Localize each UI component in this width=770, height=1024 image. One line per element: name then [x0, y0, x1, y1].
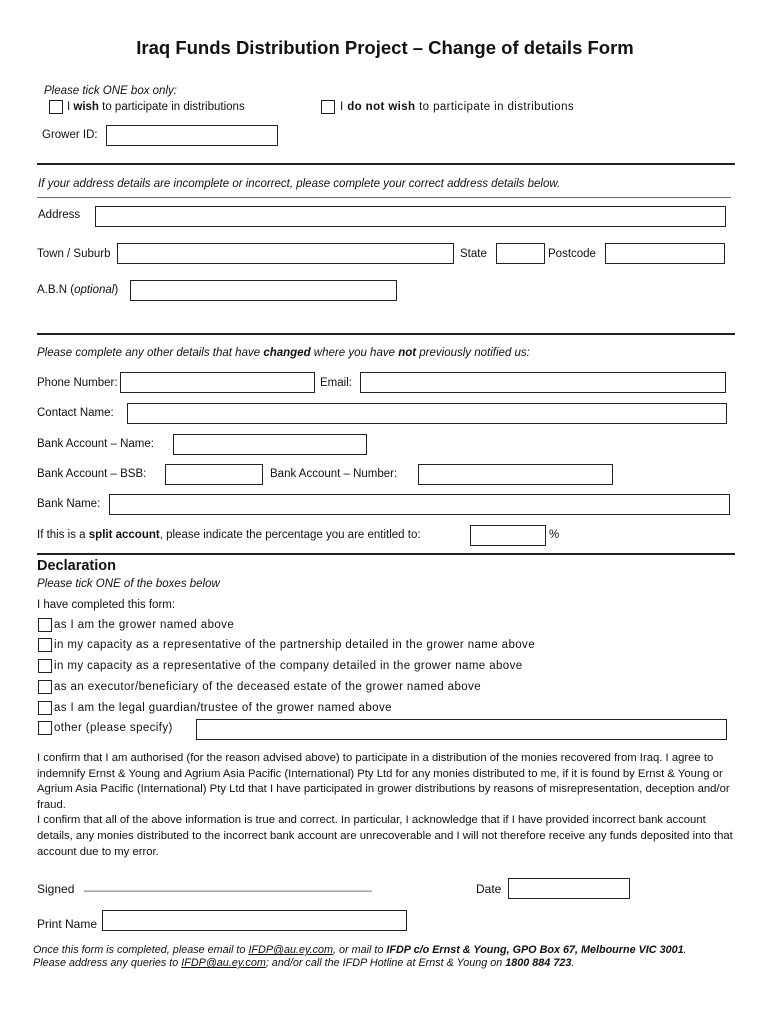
wish-checkbox[interactable]	[49, 100, 63, 114]
section-divider	[37, 163, 735, 165]
print-name-label: Print Name	[37, 917, 98, 931]
bank-name-label: Bank Name:	[37, 498, 101, 510]
split-percentage-field[interactable]	[470, 525, 546, 546]
address-instruction: If your address details are incomplete or incorrect, please complete your correct address details below.	[38, 178, 561, 190]
hotline-number: 1800 884 723	[505, 957, 572, 969]
phone-label: Phone Number:	[37, 377, 118, 389]
do-not-wish-checkbox[interactable]	[321, 100, 335, 114]
other-specify-field[interactable]	[196, 719, 727, 740]
account-number-field[interactable]	[418, 464, 613, 485]
details-instruction: Please complete any other details that have changed where you have not previously notified us:	[37, 347, 530, 359]
section-divider	[37, 553, 735, 555]
declaration-option-checkbox[interactable]	[38, 659, 52, 673]
contact-name-label: Contact Name:	[37, 407, 114, 419]
declaration-option-label: in my capacity as a representative of the company detailed in the grower name above	[54, 660, 523, 672]
declaration-option-label: in my capacity as a representative of the partnership detailed in the grower name above	[54, 639, 535, 651]
bsb-label: Bank Account – BSB:	[37, 468, 147, 480]
town-suburb-label: Town / Suburb	[37, 248, 111, 260]
section-divider	[37, 333, 735, 335]
declaration-option-label: as I am the grower named above	[54, 619, 235, 631]
wish-label: I wish to participate in distributions	[67, 101, 245, 113]
tick-one-instruction: Please tick ONE box only:	[44, 85, 177, 97]
declaration-option-checkbox[interactable]	[38, 680, 52, 694]
signed-label: Signed	[37, 882, 75, 896]
split-account-label: If this is a split account, please indicate the percentage you are entitled to:	[37, 529, 421, 541]
date-label: Date	[476, 882, 502, 896]
footer-queries: Please address any queries to IFDP@au.ey.com; and/or call the IFDP Hotline at Ernst & Young on 1800 884 723.	[33, 957, 575, 969]
footer-mail-instructions: Once this form is completed, please email to IFDP@au.ey.com, or mail to IFDP c/o Ernst & Young, GPO Box 67, Melbourne VIC 3001.	[33, 944, 687, 956]
print-name-field[interactable]	[102, 910, 407, 931]
declaration-text	[37, 751, 737, 860]
email-label: Email:	[320, 377, 352, 389]
bsb-field[interactable]	[165, 464, 263, 485]
declaration-heading: Declaration	[37, 558, 116, 574]
bank-account-name-label: Bank Account – Name:	[37, 438, 154, 450]
date-field[interactable]	[508, 878, 630, 899]
declaration-option-label: as an executor/beneficiary of the deceased estate of the grower named above	[54, 681, 482, 693]
footer-email-link[interactable]: IFDP@au.ey.com	[181, 957, 266, 969]
declaration-option-checkbox[interactable]	[38, 618, 52, 632]
do-not-wish-label: I do not wish to participate in distributions	[340, 101, 575, 113]
authorisation-paragraph: I confirm that I am authorised (for the reason advised above) to participate in a distribution of the monies recovered from Iraq. I agree to indemnify Ernst & Young and Agrium Asia Pacific (International) Pty Ltd for any monies distributed to me, if it is found by Ernst & Young or Agrium Asia Pacific (International) Pty Ltd that I have participated in grower distributions by reasons of misrepresentation, deception and/or fraud.	[37, 752, 730, 811]
declaration-option-checkbox[interactable]	[38, 721, 52, 735]
declaration-intro: I have completed this form:	[37, 599, 176, 611]
confirmation-paragraph: I confirm that all of the above information is true and correct. In particular, I acknowledge that if I have provided incorrect bank account details, any monies distributed to the incorrect bank account are unrecoverable and I will not therefore receive any funds deposited into that account due to my error.	[37, 814, 733, 858]
declaration-option-label: other (please specify)	[54, 722, 173, 734]
page-title: Iraq Funds Distribution Project – Change of details Form	[136, 37, 634, 58]
signature-line[interactable]: _____________________________________________	[84, 880, 372, 892]
postcode-field[interactable]	[605, 243, 725, 264]
declaration-option-checkbox[interactable]	[38, 701, 52, 715]
bank-account-name-field[interactable]	[173, 434, 367, 455]
address-label: Address	[38, 209, 81, 221]
grower-id-field[interactable]	[106, 125, 278, 146]
abn-field[interactable]	[130, 280, 397, 301]
grower-id-label: Grower ID:	[42, 129, 98, 141]
contact-name-field[interactable]	[127, 403, 727, 424]
instruction-underline	[37, 197, 731, 198]
email-field[interactable]	[360, 372, 726, 393]
state-label: State	[460, 248, 487, 260]
account-number-label: Bank Account – Number:	[270, 468, 398, 480]
town-suburb-field[interactable]	[117, 243, 454, 264]
footer-email-link[interactable]: IFDP@au.ey.com	[248, 944, 333, 956]
address-field[interactable]	[95, 206, 726, 227]
declaration-option-label: as I am the legal guardian/trustee of the grower named above	[54, 702, 392, 714]
postcode-label: Postcode	[548, 248, 596, 260]
abn-label: A.B.N (optional)	[37, 284, 119, 296]
declaration-option-checkbox[interactable]	[38, 638, 52, 652]
bank-name-field[interactable]	[109, 494, 730, 515]
state-field[interactable]	[496, 243, 545, 264]
declaration-instruction: Please tick ONE of the boxes below	[37, 578, 220, 590]
phone-field[interactable]	[120, 372, 315, 393]
percent-sign: %	[549, 529, 560, 541]
